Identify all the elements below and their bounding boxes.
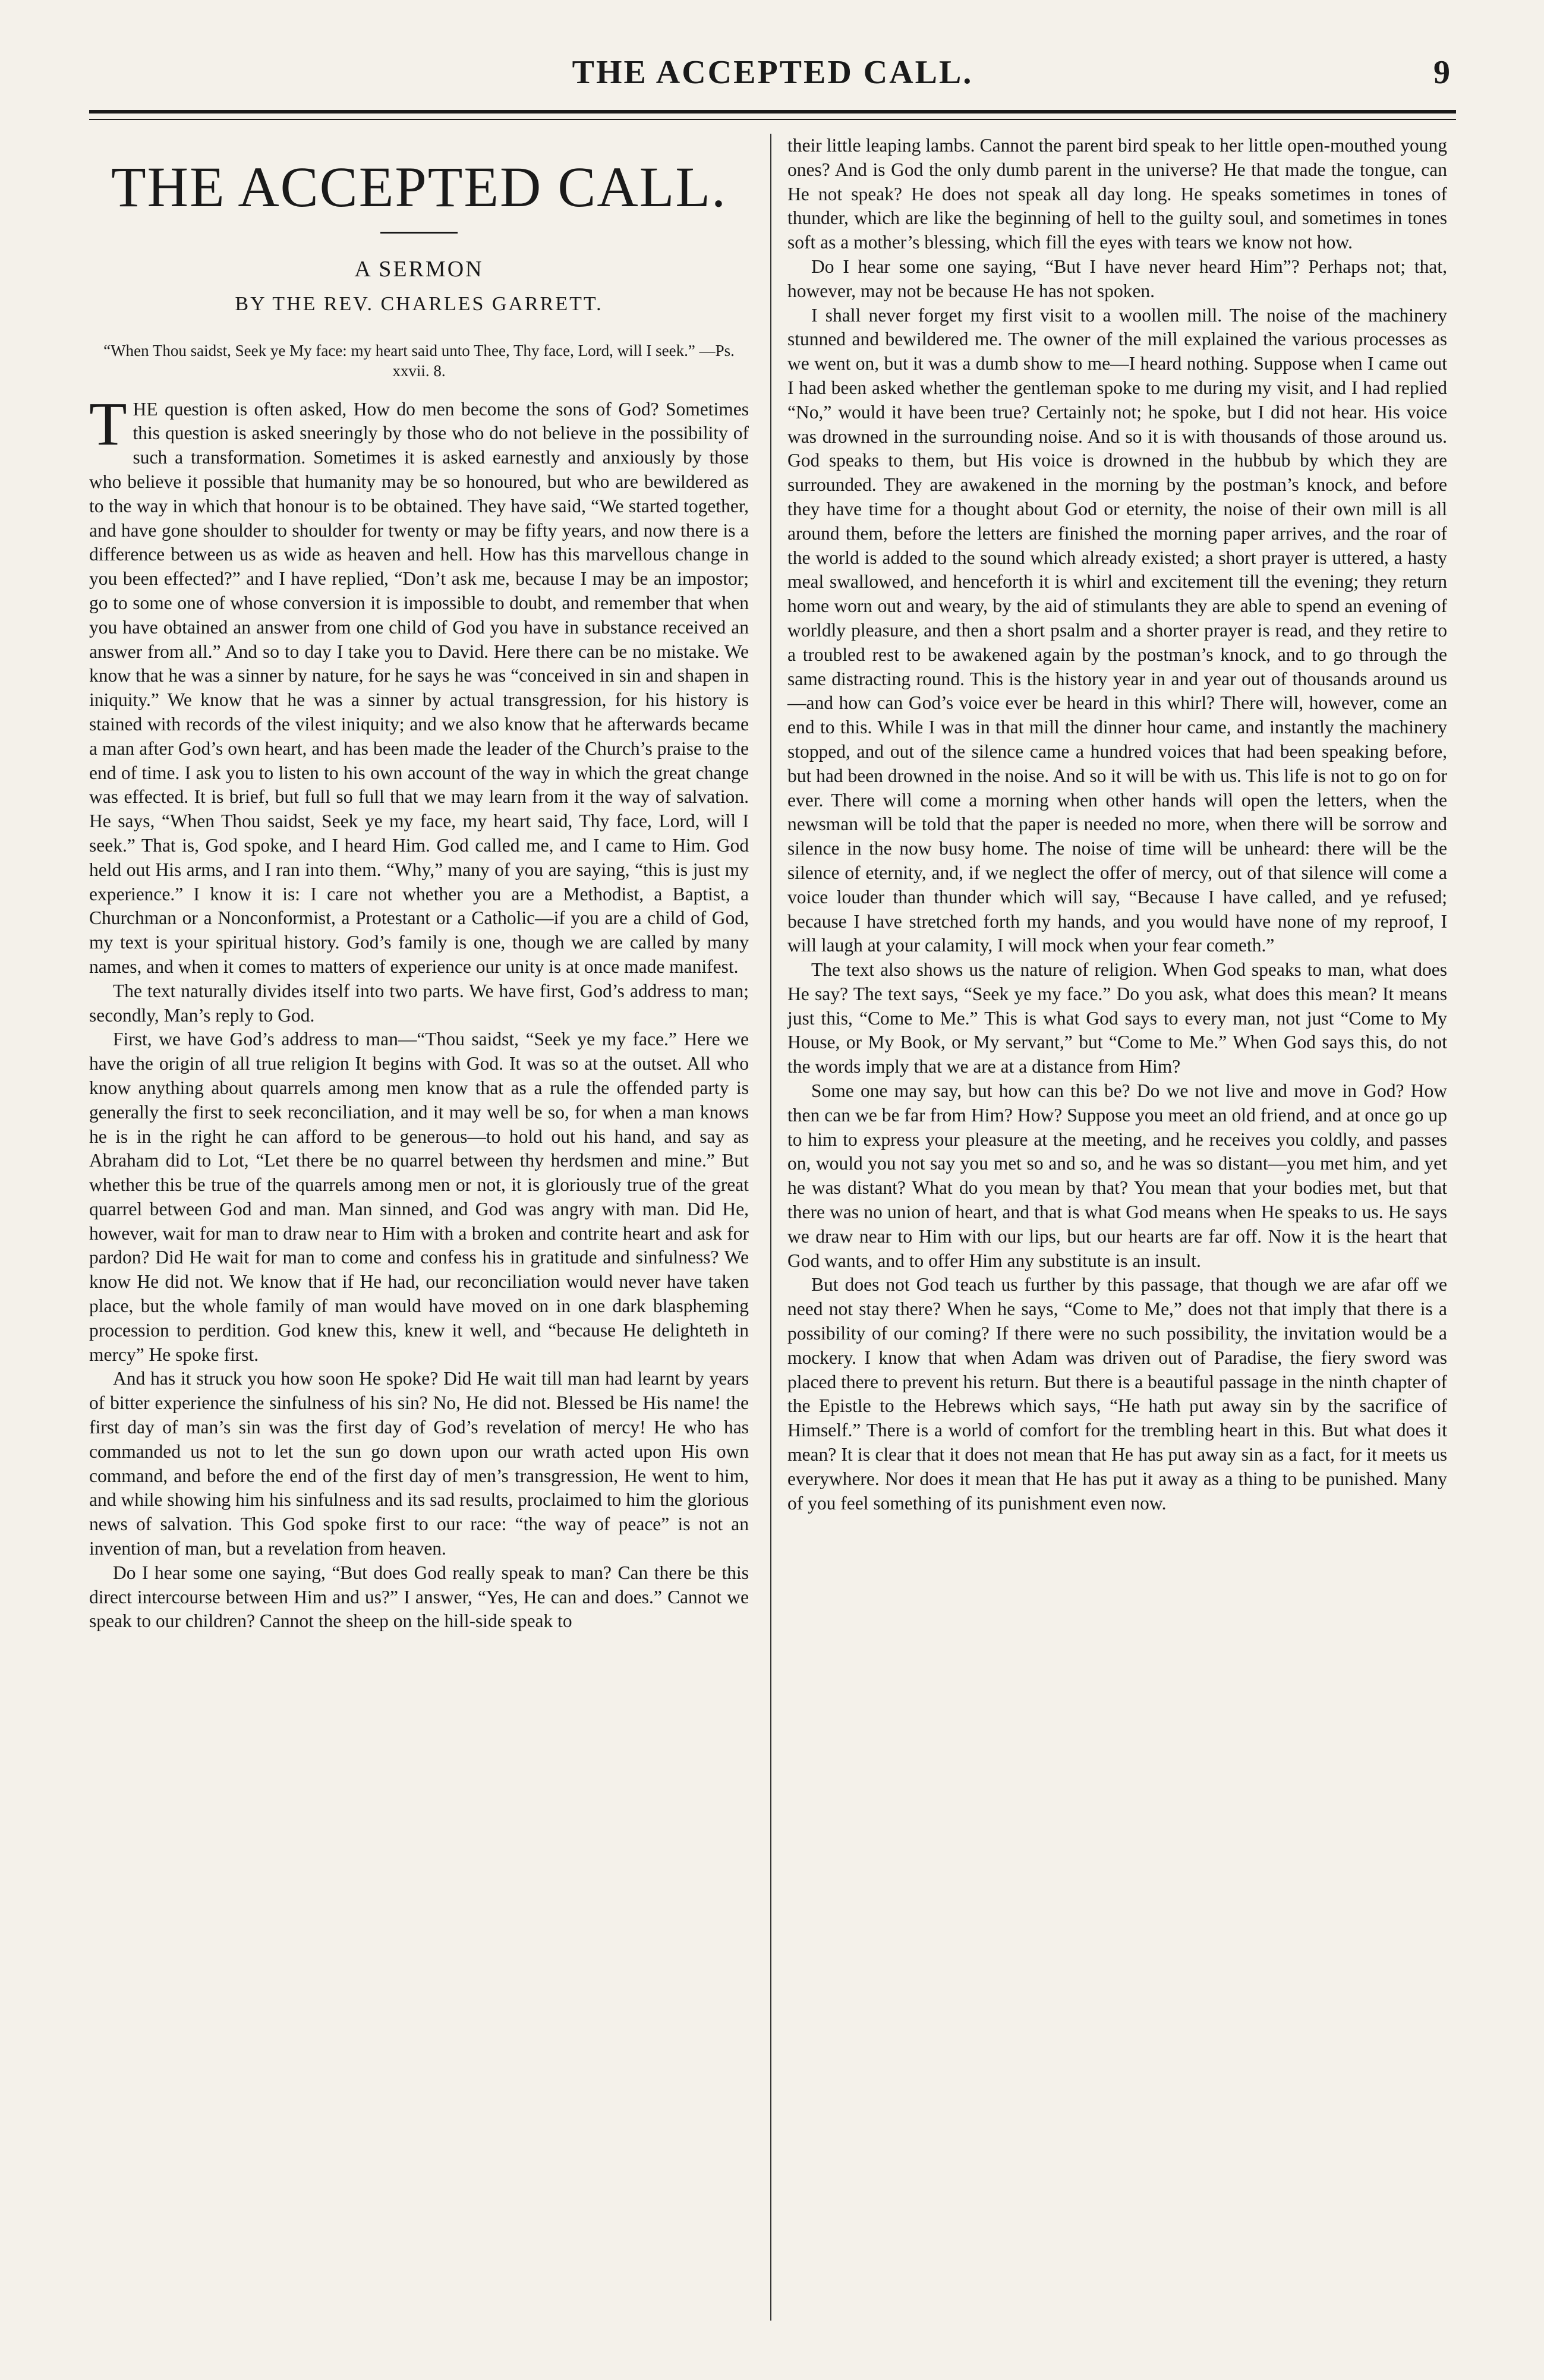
paragraph: their little leaping lambs. Cannot the parent bird speak to her little open-mouthed young ones? And is God the only dumb parent in the universe? He that made the tongue, can He not speak? He does not speak all day long. He speaks sometimes in tones of thunder, which are like the beginning of hell to the guilty soul, and sometimes in tones soft as a mother’s blessing, which fill the eyes with tears we know not how.: [787, 135, 1447, 253]
paragraph-text: HE question is often asked, How do men become the sons of God? Sometimes this question is asked sneeringly by those who do not believe in the possibility of such a transformation. Sometimes it is asked earnestly and anxiously by those who believe it possible that humanity may be so honoured, but who are bewildered as to the way in which that honour is to be obtained. They have said, “We started together, and have gone shoulder to shoulder for twenty or may be fifty years, and now there is a difference between us as wide as heaven and hell. How has this marvellous change in you been effected?” and I have replied, “Don’t ask me, because I may be an impostor; go to some one of whose conversion it is impossible to doubt, and remember that when you have obtained an answer from one child of God you have in substance received an answer from all.” And so to day I take you to David. Here there can be no mistake. We know that he was a sinner by nature, for he says he was “conceived in sin and shapen in iniquity.” We know that he was a sinner by actual transgression, for his history is stained with records of the vilest iniquity; and we also know that he afterwards became a man after God’s own heart, and has been made the leader of the Church’s praise to the end of time. I ask you to listen to his own account of the way in which the great change was effected. It is brief, but full so full that we may learn from it the way of salvation. He says, “When Thou saidst, Seek ye my face, my heart said, Thy face, Lord, will I seek.” That is, God spoke, and I heard Him. God called me, and I came to Him. God held out His arms, and I ran into them. “Why,” many of you are saying, “this is just my experience.” I know it is: I care not whether you are a Methodist, a Baptist, a Churchman or a Nonconformist, a Protestant or a Catholic—if you are a child of God, my text is your spiritual history. God’s family is one, though we are called by many names, and when it comes to matters of experience our unity is at once made manifest.: [89, 398, 749, 977]
drop-cap: T: [89, 389, 127, 458]
left-column: [89, 134, 749, 1634]
paragraph: And has it struck you how soon He spoke? Did He wait till man had learnt by years of bitter experience the sinfulness of his sin? No, He did not. Blessed be His name! the first day of man’s sin was the first day of God’s revelation of mercy! He who has commanded us not to let the sun go down upon our wrath acted upon His own command, and before the end of the first day of men’s transgression, He went to him, and while showing him his sinfulness and its sad results, proclaimed to him the glorious news of salvation. This God spoke first to our race: “the way of peace” is not an invention of man, but a revelation from heaven.: [89, 1368, 749, 1559]
paragraph: The text also shows us the nature of religion. When God speaks to man, what does He say? The text says, “Seek ye my face.” Do you ask, what does this mean? It means just this, “Come to Me.” This is what God says to every man, not just “Come to My House, or My Book, or My servant,” but “Come to Me.” When God says this, do not the words imply that we are at a distance from Him?: [787, 959, 1447, 1077]
running-title: THE ACCEPTED CALL.: [572, 54, 973, 91]
paragraph: The text naturally divides itself into two parts. We have first, God’s address to man; secondly, Man’s reply to God.: [89, 980, 749, 1026]
article-subtitle: A SERMON: [354, 257, 484, 282]
paragraph: [89, 389, 749, 979]
paragraph: Do I hear some one saying, “But does God really speak to man? Can there be this direct intercourse between Him and us?” I answer, “Yes, He can and does.” Cannot we speak to our children? Cannot the sheep on the hill-side speak to: [89, 1562, 749, 1632]
paragraph: Do I hear some one saying, “But I have never heard Him”? Perhaps not; that, however, may not be because He has not spoken.: [787, 256, 1447, 301]
header-rule-thick: [89, 110, 1456, 114]
paragraph: But does not God teach us further by this passage, that though we are afar off we need not stay there? When he says, “Come to Me,” does not that imply that there is a possibility of our coming? If there were no such possibility, the invitation would be a mockery. I know that when Adam was driven out of Paradise, the fiery sword was placed there to prevent his return. But there is a beautiful passage in the ninth chapter of the Epistle to the Hebrews which says, “He hath put away sin by the sacrifice of Himself.” There is a world of comfort for the trembling heart in this. But what does it mean? It is clear that it does not mean that He has put away sin as a fact, for it meets us everywhere. Nor does it mean that He has put it away as a thing to be punished. Many of you feel something of its punishment even now.: [787, 1274, 1447, 1514]
paragraph: I shall never forget my first visit to a woollen mill. The noise of the machinery stunned and bewildered me. The owner of the mill explained the various processes as we went on, but it was a dumb show to me—I heard nothing. Suppose when I came out I had been asked whether the gentleman spoke to me during my visit, and I had replied “No,” would it have been true? Certainly not; he spoke, but I did not hear. His voice was drowned in the surrounding noise. And so it is with thousands of those around us. God speaks to them, but His voice is drowned in the hubbub by which they are surrounded. They are awakened in the morning by the postman’s knock, and before they have time for a thought about God or eternity, the noise of their own mill is all around them, before the letters are finished the morning paper arrives, and the roar of the world is added to the sound which already existed; a short prayer is uttered, a hasty meal swallowed, and henceforth it is whirl and excitement till the evening; they return home worn out and weary, by the aid of stimulants they are able to spend an evening of worldly pleasure, and then a short psalm and a shorter prayer is read, and they retire to a troubled rest to be awakened again by the postman’s knock, and to go through the same distracting round. This is the history year in and year out of thousands around us—and how can God’s voice ever be heard in this whirl? There will, however, come an end to this. While I was in that mill the dinner hour came, and instantly the machinery stopped, and out of the silence came a hundred voices that had been speaking before, but had been drowned in the noise. And so it will be with us. This life is not to go on for ever. There will come a morning when other hands will open the letters, when the newsman will be told that the paper is needed no more, when there will be sorrow and silence in the now busy home. The noise of time will be unheard: there will be the silence of eternity, and, if we neglect the offer of mercy, out of that silence will come a voice louder than thunder which will say, “Because I have called, and ye refused; because I have stretched forth my hands, and you would have none of my reproof, I will laugh at your calamity, I will mock when your fear cometh.”: [787, 304, 1447, 956]
paragraph: Some one may say, but how can this be? Do we not live and move in God? How then can we be far from Him? How? Suppose you meet an old friend, and at once go up to him to express your pleasure at the meeting, and he receives you coldly, and passes on, would you not say you met so and so, and he was so distant—you met him, and yet he was distant? What do you mean by that? You mean that your bodies met, but that there was no union of heart, and that is what God means when He speaks to us. He says we draw near to Him with our lips, but our hearts are far off. Now it is the heart that God wants, and to offer Him any substitute is an insult.: [787, 1080, 1447, 1271]
article-byline: BY THE REV. CHARLES GARRETT.: [235, 292, 603, 315]
column-divider: [770, 134, 771, 2321]
paragraph: First, we have God’s address to man—“Thou saidst, “Seek ye my face.” Here we have the origin of all true religion It begins with God. It was so at the outset. All who know anything about quarrels among men know that as a rule the offended party is generally the first to seek reconciliation, and it may well be so, for when a man knows he is in the right he can afford to be generous—to hold out his hand, and say as Abraham did to Lot, “Let there be no quarrel between thy herdsmen and mine.” But whether this be true of the quarrels among men or not, it is gloriously true of the great quarrel between God and man. Man sinned, and God was angry with man. Did He, however, wait for man to draw near to Him with a broken and contrite heart and ask for pardon? Did He wait for man to come and confess his in gratitude and sinfulness? We know He did not. We know that if He had, our reconciliation would never have taken place, but the whole family of man would have moved on in one dark blaspheming procession to perdition. God knew this, knew it well, and “because He delighteth in mercy” He spoke first.: [89, 1029, 749, 1365]
page-number: 9: [1433, 54, 1450, 91]
epigraph: “When Thou saidst, Seek ye My face: my heart said unto Thee, Thy face, Lord, will I seek.” —Ps. xxvii. 8.: [103, 341, 735, 380]
article-title: THE ACCEPTED CALL.: [111, 155, 727, 219]
page-header: [89, 12, 1456, 107]
title-divider: [380, 232, 458, 234]
header-rule-thin: [89, 119, 1456, 120]
right-column: [787, 134, 1447, 1515]
